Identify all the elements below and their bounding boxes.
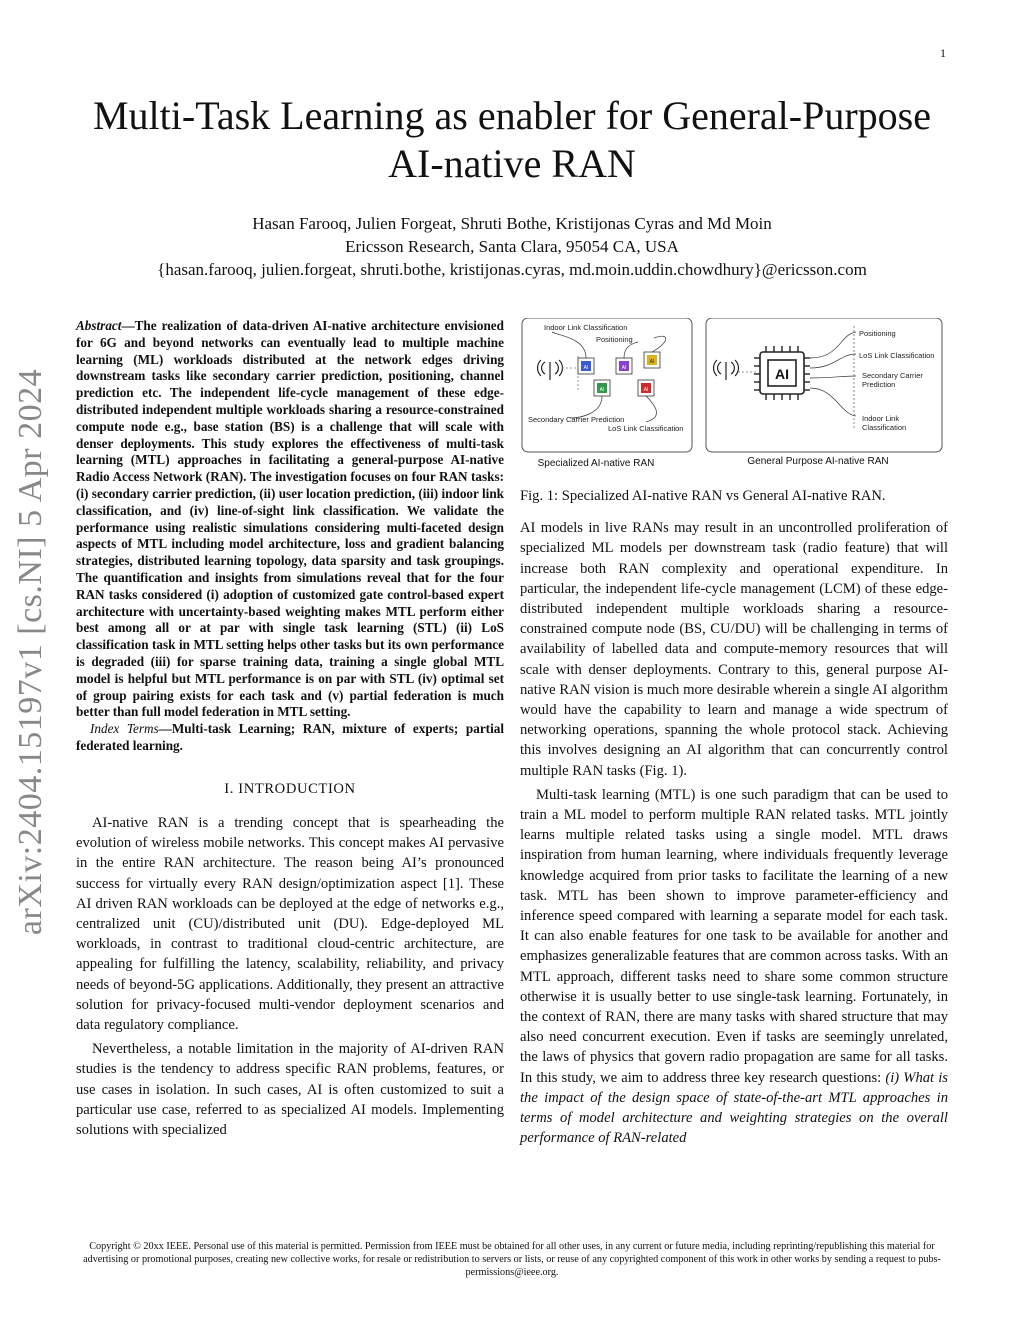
- label-secondary-carrier-2: Prediction: [862, 380, 896, 389]
- right-paragraph-2: [520, 785, 948, 1149]
- label-indoor-link: Indoor Link: [862, 414, 900, 423]
- antenna-icon: [714, 360, 739, 380]
- arxiv-id: arXiv:2404.15197v1 [cs.NI] 5 Apr 2024: [12, 368, 49, 936]
- specialized-chip-green: [594, 380, 610, 396]
- author-block: [0, 212, 1024, 281]
- label-los-link: LoS Link Classification: [608, 424, 684, 433]
- specialized-chip-purple: [616, 358, 632, 374]
- svg-text:AI: AI: [643, 387, 649, 393]
- abstract-text: —The realization of data-driven AI-native architecture envisioned for 6G and beyond networks can eventually lead to multiple machine learning (ML) workloads distributed at the network edges driving downstream tasks like secondary carrier prediction, positioning, channel prediction etc. The independent life-cycle management of these edge-distributed independent multiple workloads sharing a resource-constrained compute node e.g., base station (BS) is a challenge that will scale with denser deployments. This study explores the effectiveness of multi-task learning (MTL) approaches in facilitating a general-purpose AI-native Radio Access Network (RAN). The investigation focuses on four RAN tasks: (i) secondary carrier prediction, (ii) user location prediction, (iii) indoor link classification, and (iv) line-of-sight link classification. We validate the performance using realistic simulations considering multi-faceted design aspects of MTL including model architecture, loss and gradient balancing strategies, distributed learning topology, data sparsity and task groupings. The quantification and insights from simulations reveal that for the four RAN tasks considered (i) adoption of customized gate control-based expert architecture with uncertainty-based weighting makes MTL perform either best among all or at par with single task learning (STL) (ii) LoS classification task in MTL setting helps other tasks but its own performance is degraded (iii) for sparse training data, training a single global MTL model is helpful but MTL performance is on par with STL (iv) optimal set of group pairing exists for each task and (v) partial federation is much better than full model federation in MTL setting.: [76, 318, 504, 720]
- label-positioning: Positioning: [859, 329, 896, 338]
- arxiv-sidebar: [10, 368, 52, 936]
- chip-ai-text: AI: [775, 366, 789, 382]
- specialized-chip-blue: [578, 358, 594, 374]
- copyright-footer: Copyright © 20xx IEEE. Personal use of this material is permitted. Permission from IEEE must be obtained for all other uses, in any current or future media, including reprinting/republishing this material for advertising or promotional purposes, creating new collective works, for resale or redistribution to servers or lists, or reuse of any copyrighted component of this work in other works by sending a request to pubs-permissions@ieee.org.: [83, 1241, 941, 1278]
- right-column: [520, 318, 948, 1153]
- index-terms: [76, 721, 504, 755]
- svg-text:AI: AI: [583, 365, 589, 371]
- general-panel-border: [706, 318, 942, 452]
- svg-text:AI: AI: [649, 359, 655, 365]
- affiliation: Ericsson Research, Santa Clara, 95054 CA, USA: [345, 237, 679, 256]
- title-line-1: Multi-Task Learning as enabler for General-Purpose: [92, 93, 931, 138]
- figure-diagram: [520, 318, 948, 478]
- label-secondary-carrier: Secondary Carrier Prediction: [528, 415, 625, 424]
- general-ai-chip: [754, 346, 810, 400]
- label-positioning: Positioning: [596, 335, 633, 344]
- title-line-2: AI-native RAN: [388, 141, 636, 186]
- left-column: [76, 318, 504, 1144]
- intro-paragraph-1: AI-native RAN is a trending concept that is spearheading the evolution of wireless mobile networks. This concept makes AI pervasive in the entire RAN architecture. The reason being AI’s pronounced success for virtually every RAN design/optimization aspect [1]. These AI driven RAN workloads can be deployed at the edge of networks e.g., centralized unit (CU)/distributed unit (DU). Edge-deployed ML workloads, in contrast to traditional cloud-centric architecture, are appealing for fulfilling the latency, scalability, reliability, and privacy needs of beyond-5G applications. Additionally, they present an attractive solution for privacy-focused multi-vendor deployment scenarios and data regulatory compliance.: [76, 814, 504, 1033]
- author-emails: {hasan.farooq, julien.forgeat, shruti.bothe, kristijonas.cyras, md.moin.uddin.chowdhury}@ericsson.com: [157, 260, 867, 279]
- index-terms-text: —Multi-task Learning; RAN, mixture of experts; partial federated learning.: [76, 721, 504, 753]
- right-paragraph-2-text: Multi-task learning (MTL) is one such paradigm that can be used to train a ML model to perform multiple RAN related tasks. MTL jointly learns multiple related tasks using a single model. MTL draws inspiration from human learning, where individuals frequently leverage knowledge acquired from prior tasks to facilitate the learning of a new task. MTL has been shown to improve parameter-efficiency and inference speed compared with learning a separate model for each task. It can also enable features for one task to be available for another and emphasizes generalizable features that are common across tasks. With an MTL approach, different tasks need to share some common structure otherwise it is usually better to use single-task learning. Fortunately, in the context of RAN, there are many tasks with shared structure that may also need concurrent execution. Even if tasks are seemingly unrelated, the laws of physics that govern radio propagation are same for all tasks. In this study, we aim to address three key research questions:: [520, 786, 948, 1086]
- label-secondary-carrier: Secondary Carrier: [862, 371, 923, 380]
- index-terms-label: Index Terms: [90, 721, 159, 737]
- abstract: [76, 318, 504, 721]
- specialized-panel-title: Specialized AI-native RAN: [537, 458, 655, 469]
- abstract-label: Abstract: [76, 318, 122, 333]
- svg-text:AI: AI: [621, 365, 627, 371]
- label-indoor-link-2: Classification: [862, 423, 907, 432]
- right-paragraph-1: AI models in live RANs may result in an uncontrolled proliferation of specialized ML models per downstream task (radio feature) that will increase both RAN complexity and operational expenditure. In particular, the independent life-cycle management (LCM) of these edge-distributed independent multiple workloads sharing a resource-constrained compute node (BS, CU/DU) will be challenging in terms of availability of labelled data and compute-memory resources that will scale with denser deployments. Contrary to this, general purpose AI-native RAN vision is much more desirable wherein a single AI algorithm would have the capability to learn and manage a wide spectrum of networking operations, spanning the whole protocol stack. Achieving this involves designing an AI algorithm that can concurrently control multiple RAN tasks (Fig. 1).: [520, 520, 948, 779]
- paper-title: [0, 92, 1024, 188]
- page-number: 1: [940, 46, 946, 60]
- specialized-chip-red: [638, 380, 654, 396]
- general-panel-title: General Purpose AI-native RAN: [747, 456, 889, 467]
- author-names: Hasan Farooq, Julien Forgeat, Shruti Bothe, Kristijonas Cyras and Md Moin: [252, 214, 772, 233]
- specialized-chip-yellow: [644, 352, 660, 368]
- svg-text:AI: AI: [599, 387, 605, 393]
- label-indoor-link: Indoor Link Classification: [544, 323, 628, 332]
- research-question-italic: (i) What is the impact of the design space of state-of-the-art MTL approaches in terms of model architecture and weighting strategies on the overall performance of RAN-related: [520, 1069, 948, 1147]
- label-los-link: LoS Link Classification: [859, 351, 935, 360]
- antenna-icon: [538, 360, 563, 380]
- figure-1: [520, 318, 948, 478]
- figure-caption: Fig. 1: Specialized AI-native RAN vs General AI-native RAN.: [520, 488, 886, 504]
- section-heading: I. INTRODUCTION: [224, 780, 356, 797]
- intro-paragraph-2: Nevertheless, a notable limitation in the majority of AI-driven RAN studies is the tendency to address specific RAN problems, features, or use cases in isolation. In such cases, AI is often customized to suit a particular use case, referred to as specialized AI models. Implementing solutions with specialized: [76, 1041, 504, 1138]
